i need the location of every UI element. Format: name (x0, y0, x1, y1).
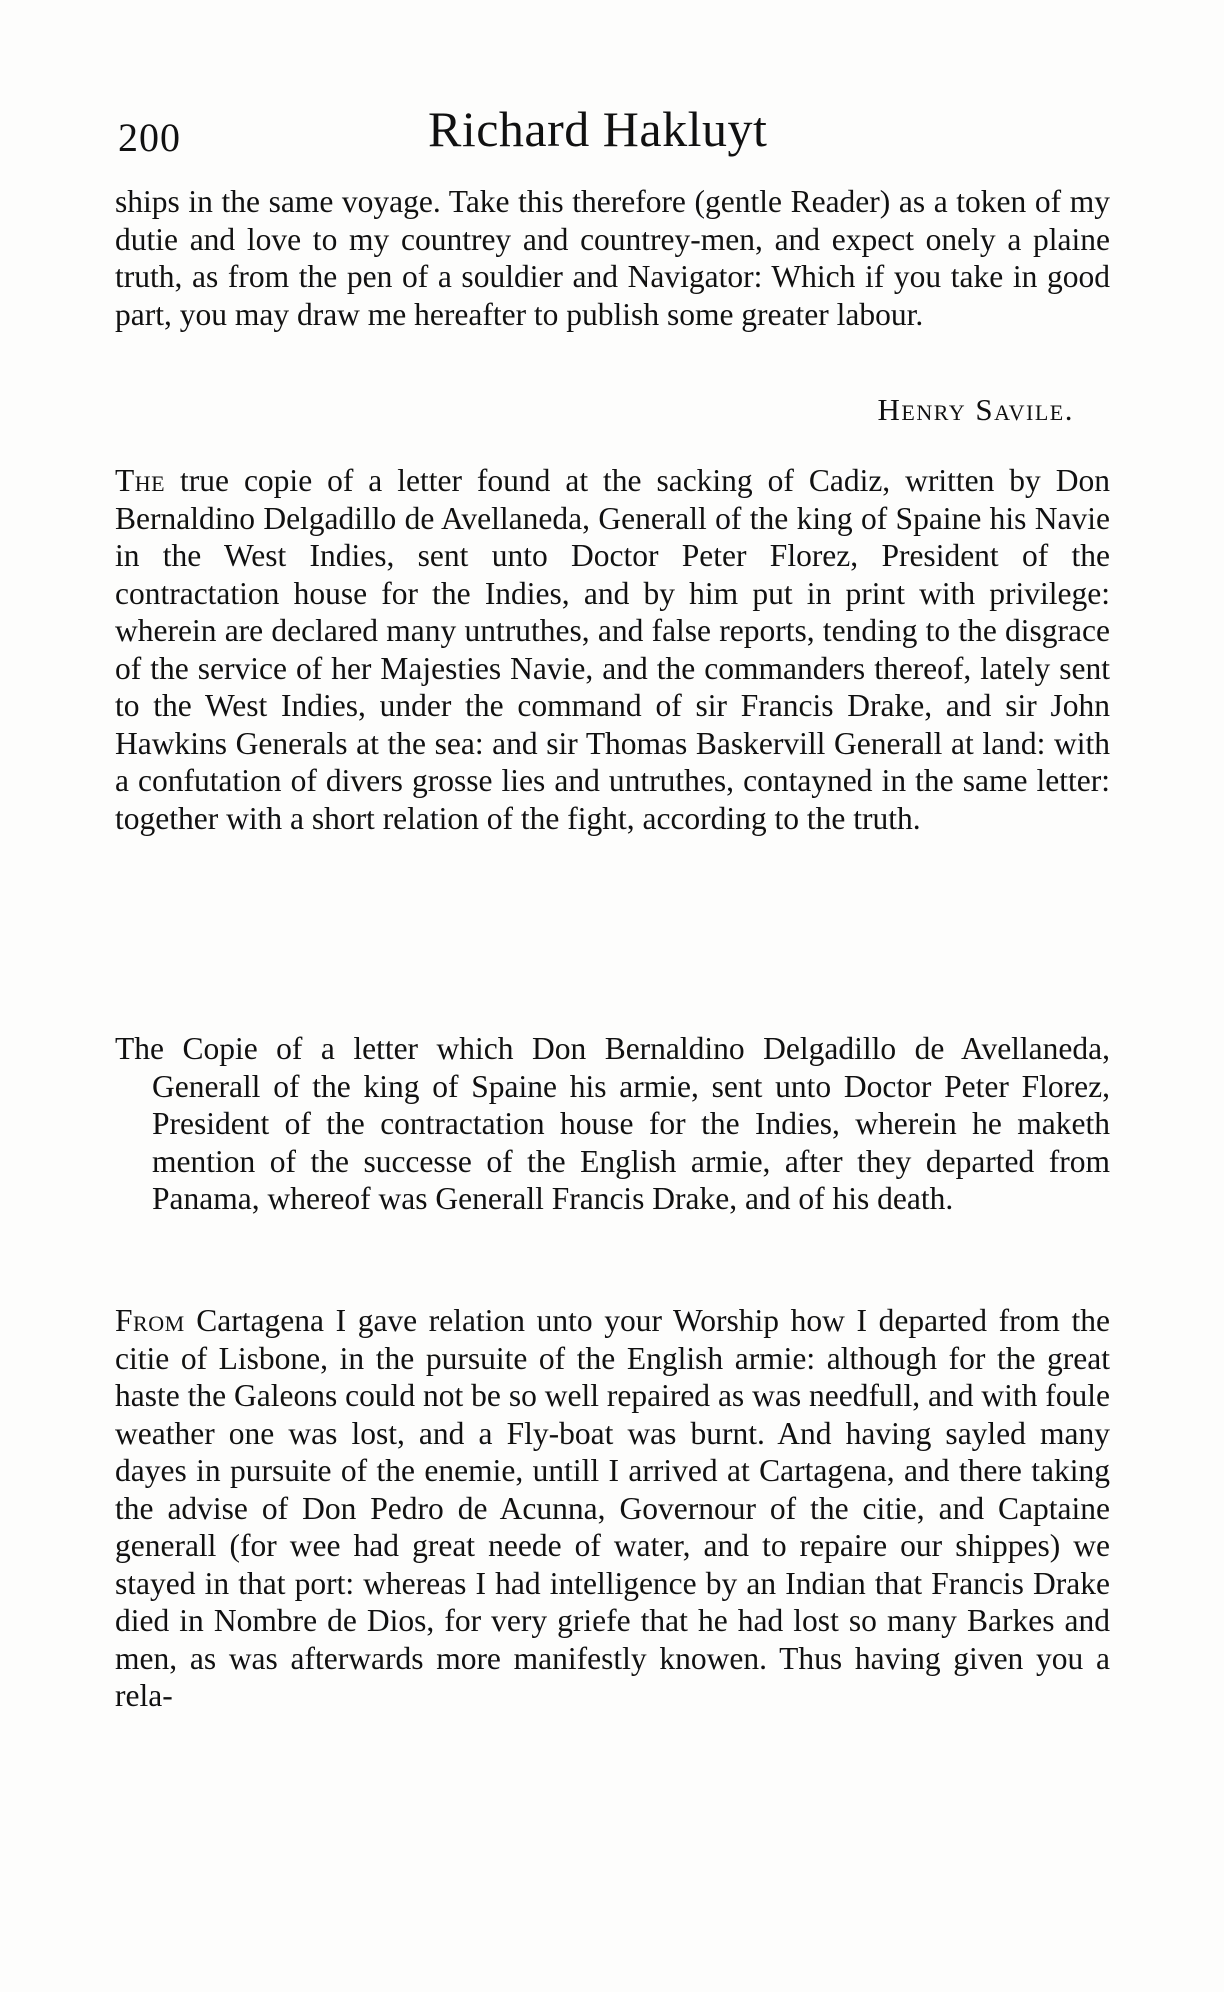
preface-paragraph (115, 183, 1110, 333)
page-header (118, 100, 1118, 180)
page-number: 200 (118, 115, 181, 160)
letter-lead-word: From (115, 1303, 185, 1338)
signature: Henry Savile. (877, 392, 1074, 427)
letter-body-text: Cartagena I gave relation unto your Worship how I departed from the citie of Lisbone, in the pursuite of the English armie: although for the great haste the Galeons could not be so well repaired as was needfull, and with foule weather one was lost, and a Fly-boat was burnt. And having sayled many dayes in pursuite of the enemie, untill I arrived at Cartagena, and there taking the advise of Don Pedro de Acunna, Governour of the citie, and Captaine generall (for wee had great neede of water, and to repaire our shippes) we stayed in that port: whereas I had intelligence by an Indian that Francis Drake died in Nombre de Dios, for very griefe that he had lost so many Barkes and men, as was afterwards more manifestly knowen. Thus having given you a rela- (115, 1303, 1110, 1713)
summary-paragraph (115, 462, 1110, 837)
running-title: Richard Hakluyt (428, 101, 768, 157)
preface-text: ships in the same voyage. Take this therefore (gentle Reader) as a token of my dutie and love to my countrey and countrey-men, and expect onely a plaine truth, as from the pen of a souldier and Navigator: Which if you take in good part, you may draw me hereafter to publish some greater labour. (115, 184, 1110, 332)
summary-lead-word: The (115, 463, 166, 498)
letter-title-text: The Copie of a letter which Don Bernaldino Delgadillo de Avellaneda, Generall of the king of Spaine his armie, sent unto Doctor Peter Florez, President of the contractation house for the Indies, wherein he maketh mention of the successe of the English armie, after they departed from Panama, whereof was Generall Francis Drake, and of his death. (115, 1031, 1110, 1216)
letter-body-wrapper (115, 1302, 1110, 1715)
letter-title-paragraph (115, 1030, 1110, 1218)
summary-text: true copie of a letter found at the sacking of Cadiz, written by Don Bernaldino Delgadillo de Avellaneda, Generall of the king of Spaine his Navie in the West Indies, sent unto Doctor Peter Florez, President of the contractation house for the Indies, and by him put in print with privilege: wherein are declared many untruthes, and false reports, tending to the disgrace of the service of her Majesties Navie, and the commanders thereof, lately sent to the West Indies, under the command of sir Francis Drake, and sir John Hawkins Generals at the sea: and sir Thomas Baskervill Generall at land: with a confutation of divers grosse lies and untruthes, contayned in the same letter: together with a short relation of the fight, according to the truth. (115, 463, 1110, 836)
summary-text-wrapper (115, 462, 1110, 837)
letter-body-paragraph (115, 1302, 1110, 1715)
